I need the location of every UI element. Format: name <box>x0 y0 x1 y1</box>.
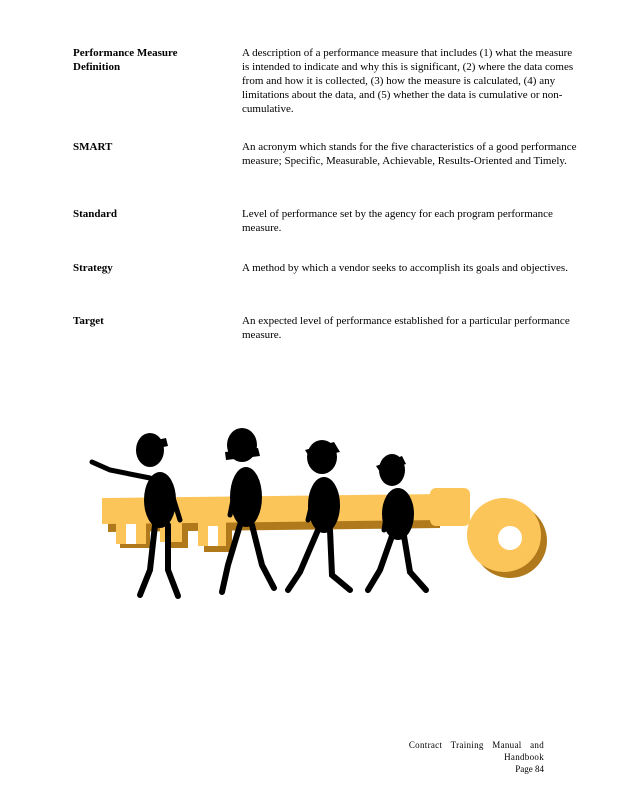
glossary-term: Standard <box>73 208 118 220</box>
glossary-definition: An expected level of performance established for a particular performance measure. <box>242 315 570 341</box>
glossary-definition: A method by which a vendor seeks to accomplish its goals and objectives. <box>242 262 568 274</box>
glossary-term: Performance Measure Definition <box>73 47 178 73</box>
glossary-term: Strategy <box>73 262 113 274</box>
glossary-definition: An acronym which stands for the five characteristics of a good performance measure; Specific, Measurable, Achievable, Results-Oriented and Timely. <box>242 141 577 167</box>
footer-title: Contract Training Manual and Handbook <box>408 740 544 762</box>
glossary-term: SMART <box>73 141 113 153</box>
glossary-definition: A description of a performance measure that includes (1) what the measure is intended to indicate and why this is significant, (2) where the data comes from and how it is collected, (3) how the measure is calculated, (4) any limitations about the data, and (5) whether the data is cumulative or non-cumulative. <box>242 47 574 115</box>
key-team-illustration <box>85 420 555 620</box>
glossary-term: Target <box>73 315 104 327</box>
footer-page-number: Page 84 <box>515 764 544 774</box>
glossary-definition: Level of performance set by the agency for each program performance measure. <box>242 208 553 234</box>
page-footer <box>384 739 544 775</box>
